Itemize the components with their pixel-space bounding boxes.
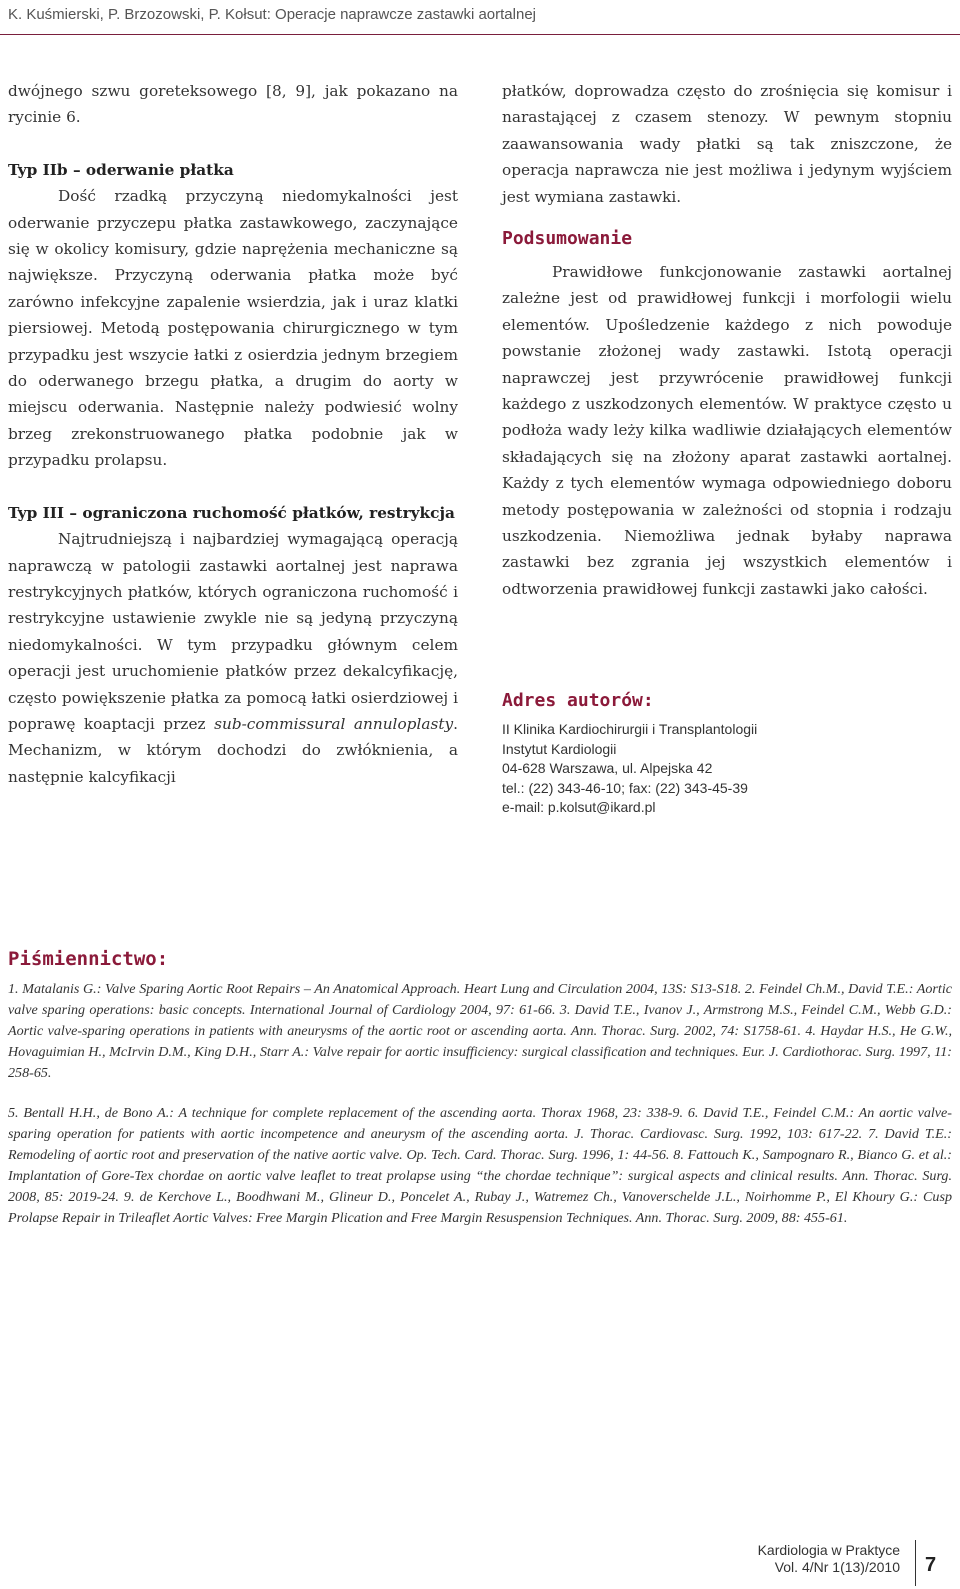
typ3-text-part2: . Mechanizm, w którym dochodzi do zwłóknienia, a następnie kalcyfikacji xyxy=(8,714,458,786)
typ3-italic-term: sub-commissural annuloplasty xyxy=(214,714,454,733)
left-column xyxy=(8,78,458,790)
footer-rule xyxy=(915,1540,916,1586)
address-line: tel.: (22) 343-46-10; fax: (22) 343-45-39 xyxy=(502,779,748,796)
address-email: e-mail: p.kolsut@ikard.pl xyxy=(502,799,656,815)
spacer xyxy=(8,474,458,500)
journal-name: Kardiologia w Praktyce xyxy=(757,1542,900,1558)
references-paragraph: 5. Bentall H.H., de Bono A.: A technique for complete replacement of the ascending aorta. Thorax 1968, 23: 338-9. 6. David T.E., Feindel C.M.: An aortic valve-sparing operation for patients with aortic incompetence and aneurysm of the ascending aorta. J. Thorac. Cardiovasc. Surg. 1992, 103: 617-22. 7. David T.E.: Remodeling of aortic root and preservation of the native aortic valve. Op. Tech. Card. Thorac. Surg. 1996, 1: 44-56. 8. Fattouch K., Sampognaro R., Bianco G. et al.: Implantation of Gore-Tex chordae on aortic valve leaflet to treat prolapse using “the chordae technique”: surgical aspects and clinical results. Ann. Thorac. Surg. 2008, 85: 2019-24. 9. de Kerchove L., Boodhwani M., Glineur D., Poncelet A., Rubay J., Watremez Ch., Vanoverschelde J.L., Noirhomme P., El Khoury G.: Cusp Prolapse Repair in Trileaflet Aortic Valves: Free Margin Plication and Free Margin Resuspension Techniques. Ann. Thorac. Surg. 2009, 88: 455-61. xyxy=(8,1105,952,1226)
spacer xyxy=(8,131,458,157)
summary-title: Podsumowanie xyxy=(502,228,633,249)
footer xyxy=(758,1542,938,1576)
header-rule xyxy=(0,34,960,35)
typ3-paragraph xyxy=(8,526,458,790)
references-paragraph: 1. Matalanis G.: Valve Sparing Aortic Root Repairs – An Anatomical Approach. Heart Lung and Circulation 2004, 13S: S13-S18. 2. Feindel Ch.M., David T.E.: Aortic valve sparing operations: basic concepts. International Journal of Cardiology 2004, 97: 61-66. 3. David T.E., Ivanov J., Armstrong M.S., Feindel C.M., Webb G.D.: Aortic valve-sparing operations in patients with aneurysms of the aortic root or ascending aorta. Ann. Thorac. Surg. 2002, 74: S1758-61. 4. Haydar H.S., He G.W., Hovaguimian H., McIrvin D.M., King D.H., Starr A.: Valve repair for aortic insufficiency: surgical classification and techniques. Eur. J. Cardiothorac. Surg. 1997, 11: 258-65. xyxy=(8,981,952,1081)
typ2b-heading: Typ IIb – oderwanie płatka xyxy=(8,160,234,179)
address-line: Instytut Kardiologii xyxy=(502,740,617,757)
page-number: 7 xyxy=(925,1554,937,1576)
summary-paragraph: Prawidłowe funkcjonowanie zastawki aortalnej zależne jest od prawidłowej funkcji i morfologii wielu elementów. Upośledzenie każdego z nich powoduje powstanie złożonej wady zastawki. Istotą operacji naprawczej jest przywrócenie prawidłowej funkcji każdego z uszkodzonych elementów. W praktyce często u podłoża wady leży kilka wadliwie działających elementów składających się na złożony aparat zastawki aortalnej. Każdy z tych elementów wymaga odpowiedniego doboru metody postępowania w zależności od stopnia i rodzaju uszkodzenia. Niemożliwa jednak byłaby naprawa zastawki bez zgrania jej wszystkich elementów i odtworzenia prawidłowej funkcji zastawki jako całości. xyxy=(502,263,952,598)
typ3-heading: Typ III – ograniczona ruchomość płatków, restrykcja xyxy=(8,503,455,522)
right-column xyxy=(502,78,952,210)
address-block xyxy=(502,720,757,818)
references-title: Piśmiennictwo: xyxy=(8,948,169,970)
references-list xyxy=(8,979,952,1229)
typ3-text-part1: Najtrudniejszą i najbardziej wymagającą operacją naprawczą w patologii zastawki aortalnej jest naprawa restrykcyjnych płatków, których ograniczona ruchomość i restrykcyjne ustawienie zwykle nie są jedyną przyczyną niedomykalności. W tym przypadku głównym celem operacji jest uruchomienie płatków przez dekalcyfikację, często powiększenie płatka za pomocą łatki osierdziowej i poprawę koaptacji przez xyxy=(8,530,458,733)
journal-volume: Vol. 4/Nr 1(13)/2010 xyxy=(774,1559,900,1575)
running-head: K. Kuśmierski, P. Brzozowski, P. Kołsut: Operacje naprawcze zastawki aortalnej xyxy=(8,6,537,23)
summary-block xyxy=(502,259,952,602)
typ2b-paragraph: Dość rzadką przyczyną niedomykalności jest oderwanie przyczepu płatka zastawkowego, zaczynające się w okolicy komisury, gdzie naprężenia mechaniczne są największe. Przyczyną oderwania płatka może być zarówno infekcyjne zapalenie wsierdzia, jak i uraz klatki piersiowej. Metodą postępowania chirurgicznego w tym przypadku jest wszycie łatki z osierdzia jednym brzegiem do oderwanego brzegu płatka, a drugim do aorty w miejscu oderwania. Następnie należy podwiesić wolny brzeg zrekonstruowanego płatka podobnie jak w przypadku prolapsu. xyxy=(8,187,458,470)
address-title: Adres autorów: xyxy=(502,690,654,711)
continuation-paragraph: płatków, doprowadza często do zrośnięcia się komisur i narastającej z czasem stenozy. W pewnym stopniu zaawansowania wady płatki są tak zniszczone, że operacja naprawcza nie jest możliwa i jedynym wyjściem jest wymiana zastawki. xyxy=(502,82,952,206)
intro-paragraph: dwójnego szwu goreteksowego [8, 9], jak pokazano na rycinie 6. xyxy=(8,82,458,127)
address-line: II Klinika Kardiochirurgii i Transplantologii xyxy=(502,721,758,737)
address-line: 04-628 Warszawa, ul. Alpejska 42 xyxy=(502,760,713,776)
